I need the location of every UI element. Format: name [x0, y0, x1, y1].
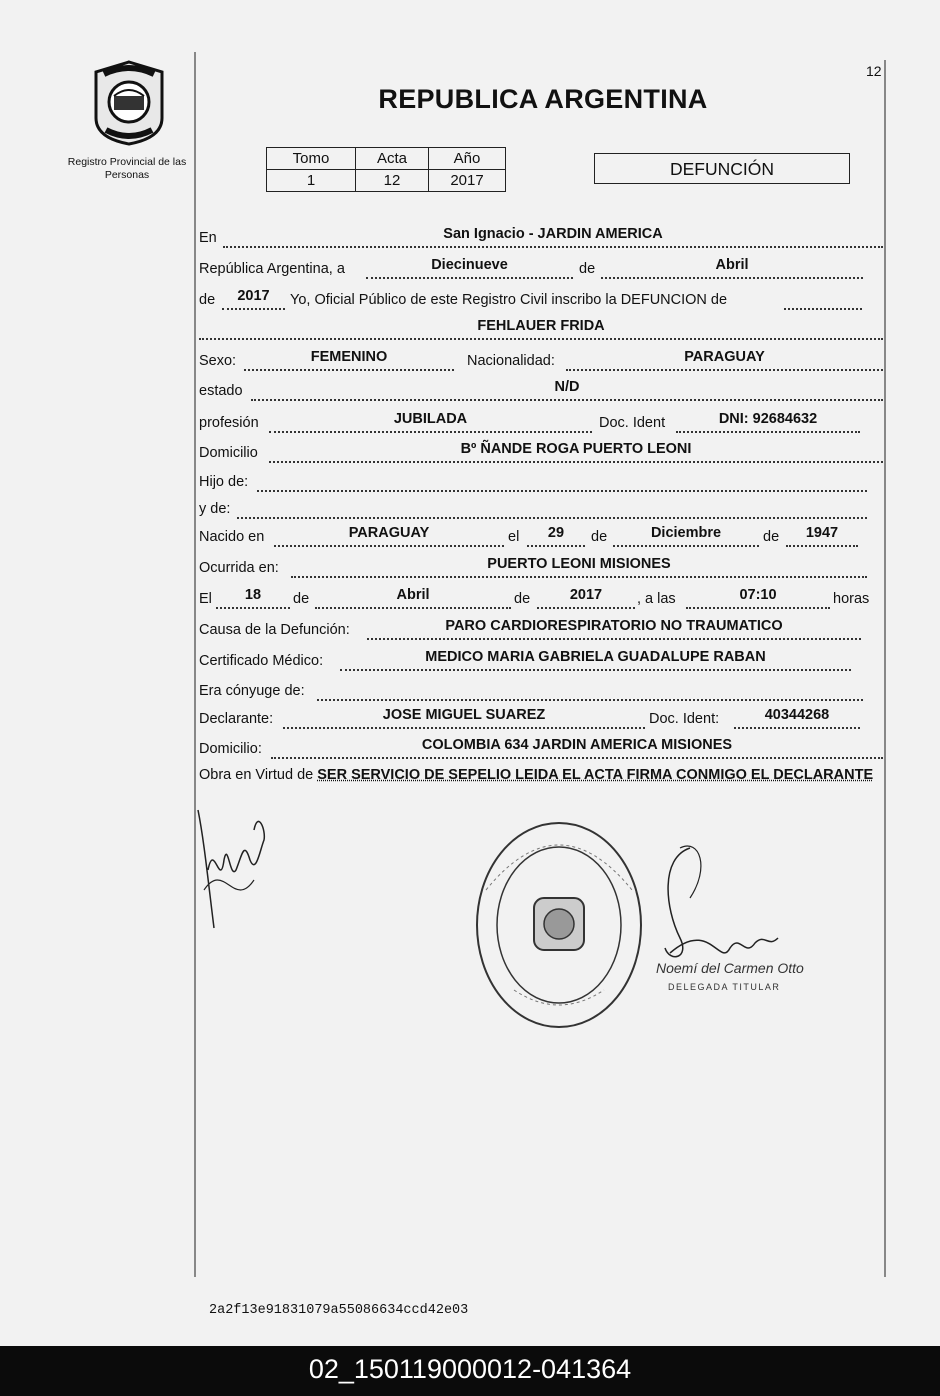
label-de-birth-year: de	[763, 529, 780, 545]
register-header-acta: Acta	[356, 148, 429, 170]
field-profession: JUBILADA	[269, 409, 592, 433]
field-nationality: PARAGUAY	[566, 347, 883, 371]
field-death-time: 07:10	[686, 585, 830, 609]
field-declarant: JOSE MIGUEL SUAREZ	[283, 705, 645, 729]
field-notes: SER SERVICIO DE SEPELIO LEIDA EL ACTA FIRMA CONMIGO EL DECLARANTE	[317, 767, 874, 783]
field-birth-day: 29	[527, 523, 585, 547]
label-hijo-de: Hijo de:	[199, 474, 249, 490]
issuer-name: Registro Provincial de las Personas	[67, 156, 187, 181]
row-place	[199, 222, 883, 250]
label-profesion: profesión	[199, 415, 259, 431]
register-value-tomo: 1	[267, 170, 356, 192]
label-de-death-month: de	[293, 591, 310, 607]
register-header-anio: Año	[429, 148, 506, 170]
row-address	[199, 437, 883, 465]
province-seal-icon	[92, 60, 166, 146]
field-declarant-doc: 40344268	[734, 705, 860, 729]
field-day-words: Diecinueve	[366, 255, 573, 279]
label-doc-ident: Doc. Ident	[599, 415, 666, 431]
row-spouse	[199, 675, 883, 703]
label-certificado: Certificado Médico:	[199, 653, 324, 669]
officer-signature	[650, 838, 790, 968]
label-domicilio-2: Domicilio:	[199, 741, 262, 757]
row-cause	[199, 614, 883, 642]
officer-name: Noemí del Carmen Otto	[656, 960, 804, 976]
field-year: 2017	[222, 286, 285, 310]
document-hash: 2a2f13e91831079a55086634ccd42e03	[209, 1303, 469, 1318]
register-value-acta: 12	[356, 170, 429, 192]
field-medical-certificate: MEDICO MARIA GABRIELA GUADALUPE RABAN	[340, 647, 851, 671]
right-margin-line	[884, 60, 886, 1277]
field-sex: FEMENINO	[244, 347, 454, 371]
row-name	[199, 314, 883, 342]
label-de-birth-month: de	[591, 529, 608, 545]
label-causa: Causa de la Defunción:	[199, 622, 350, 638]
country-title: REPUBLICA ARGENTINA	[378, 84, 708, 114]
label-nacido-en: Nacido en	[199, 529, 265, 545]
field-spouse	[317, 677, 863, 701]
label-domicilio: Domicilio	[199, 445, 258, 461]
row-death-place	[199, 552, 883, 580]
row-notes	[199, 765, 883, 785]
footer-id: 02_150119000012-041364	[0, 1346, 940, 1396]
field-death-month: Abril	[315, 585, 511, 609]
label-de-year: de	[199, 292, 216, 308]
row-death-date	[199, 583, 883, 611]
row-birth	[199, 521, 883, 549]
page-number: 12	[866, 63, 882, 79]
label-horas: horas	[833, 591, 870, 607]
label-y-de: y de:	[199, 501, 231, 517]
label-de-death-year: de	[514, 591, 531, 607]
field-death-year: 2017	[537, 585, 635, 609]
field-and-of	[237, 495, 867, 519]
document-type-box: DEFUNCIÓN	[594, 153, 850, 184]
field-death-place: PUERTO LEONI MISIONES	[291, 554, 867, 578]
field-birth-year: 1947	[786, 523, 858, 547]
register-header-tomo: Tomo	[267, 148, 356, 170]
row-sex	[199, 345, 883, 373]
field-place: San Ignacio - JARDIN AMERICA	[223, 224, 883, 248]
label-doc-ident-2: Doc. Ident:	[649, 711, 720, 727]
label-el-cap: El	[199, 591, 212, 607]
row-year	[199, 284, 883, 312]
label-intro: Yo, Oficial Público de este Registro Civil inscribo la DEFUNCION de	[290, 292, 728, 308]
label-estado: estado	[199, 383, 243, 399]
label-sexo: Sexo:	[199, 353, 237, 369]
row-and-of	[199, 493, 883, 521]
field-intro-blank	[784, 286, 862, 310]
label-de: de	[579, 261, 596, 277]
row-status	[199, 375, 883, 403]
registry-stamp	[474, 820, 644, 1030]
officer-title: DELEGADA TITULAR	[668, 982, 781, 992]
label-conyuge: Era cónyuge de:	[199, 683, 305, 699]
field-doc-ident: DNI: 92684632	[676, 409, 860, 433]
row-child-of	[199, 466, 883, 494]
label-obra: Obra en Virtud de	[199, 767, 314, 783]
left-margin-line	[194, 52, 196, 1277]
row-declarant-address	[199, 733, 883, 761]
row-profession	[199, 407, 883, 435]
label-declarante: Declarante:	[199, 711, 274, 727]
label-nacionalidad: Nacionalidad:	[467, 353, 555, 369]
field-cause: PARO CARDIORESPIRATORIO NO TRAUMATICO	[367, 616, 861, 640]
field-deceased-name: FEHLAUER FRIDA	[199, 316, 883, 340]
field-address: Bº ÑANDE ROGA PUERTO LEONI	[269, 439, 883, 463]
label-ocurrida-en: Ocurrida en:	[199, 560, 279, 576]
field-child-of	[257, 468, 867, 492]
label-el: el	[508, 529, 520, 545]
field-declarant-address: COLOMBIA 634 JARDIN AMERICA MISIONES	[271, 735, 883, 759]
row-declarant	[199, 703, 883, 731]
field-birth-month: Diciembre	[613, 523, 759, 547]
row-certificate	[199, 645, 883, 673]
label-en: En	[199, 230, 217, 246]
register-value-anio: 2017	[429, 170, 506, 192]
field-marital-status: N/D	[251, 377, 883, 401]
row-date	[199, 253, 883, 281]
label-a-las: , a las	[637, 591, 676, 607]
declarant-signature	[194, 800, 274, 935]
field-death-day: 18	[216, 585, 290, 609]
field-birth-place: PARAGUAY	[274, 523, 504, 547]
field-month: Abril	[601, 255, 863, 279]
register-table	[266, 147, 506, 192]
label-republica: República Argentina, a	[199, 261, 345, 277]
